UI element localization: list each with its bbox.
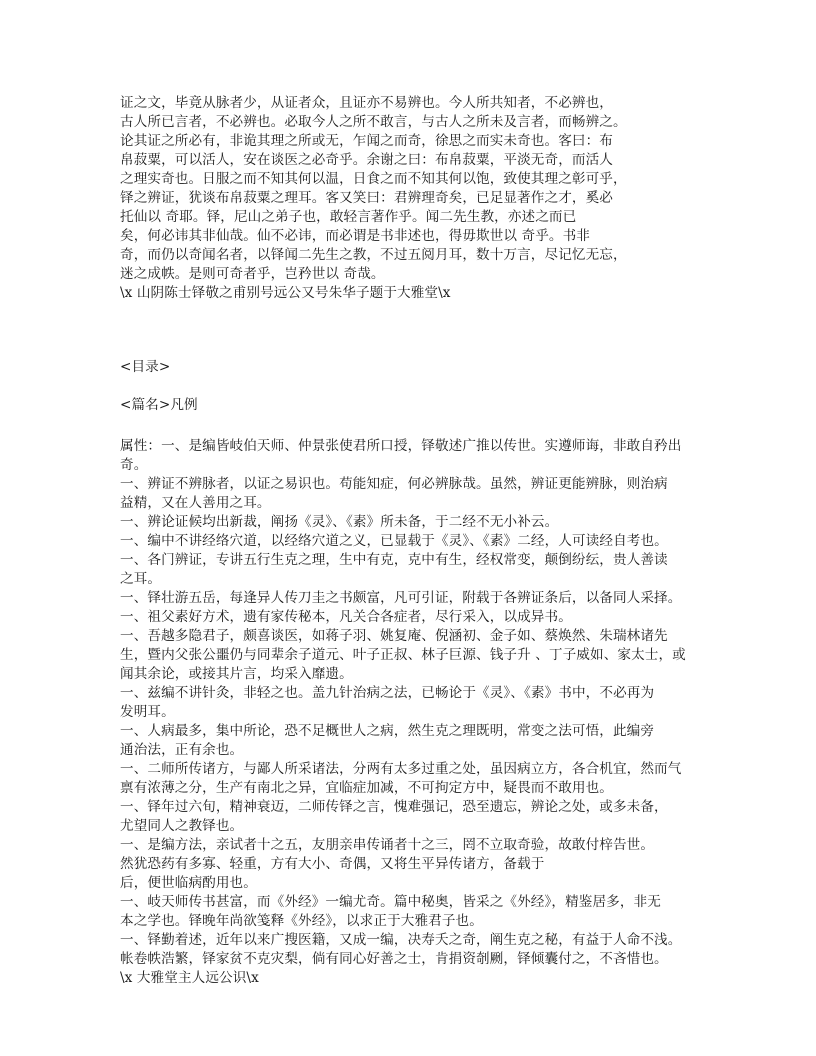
text-line: 帛菽粟，可以活人，安在谈医之必奇乎。余谢之曰：布帛菽粟，平淡无奇，而活人 — [120, 152, 613, 168]
toc-label: <目录> — [120, 359, 171, 375]
section-label: <篇名>凡例 — [120, 397, 198, 413]
text-line: 一、人病最多，集中所论，恐不足概世人之病，然生克之理既明，常变之法可悟，此编旁 — [120, 723, 655, 739]
document-page — [120, 94, 700, 988]
text-line: 一、铎年过六旬，精神衰迈，二师传铎之言，愧难强记，恐至遗忘，辨论之处，或多未备， — [120, 799, 668, 815]
text-line: 通治法，正有余也。 — [120, 742, 244, 758]
text-line: 之耳。 — [120, 571, 162, 587]
text-line: 尤望同人之教铎也。 — [120, 818, 244, 834]
text-line: 本之学也。铎晚年尚欲笺释《外经》，以求正于大雅君子也。 — [120, 913, 483, 929]
text-line: 奇，而仍以奇闻名者，以铎闻二先生之教，不过五阅月耳，数十万言，尽记忆无忘， — [120, 247, 627, 263]
text-line: 一、编中不讲经络穴道，以经络穴道之义，已显载于《灵》、《素》二经，人可读经自考也。 — [120, 533, 668, 549]
text-line: 后，便世临病酌用也。 — [120, 875, 257, 891]
text-line: 一、铎壮游五岳，每逢异人传刀圭之书颇富，凡可引证，附载于各辨证条后，以备同人采择。 — [120, 590, 682, 606]
text-line: 迷之成帙。是则可奇者乎，岂矜世以 奇哉。 — [120, 266, 385, 282]
text-line: 矣，何必讳其非仙哉。仙不必讳，而必谓是书非述也，得毋欺世以 奇乎。书非 — [120, 228, 591, 244]
preface-block — [120, 94, 700, 303]
text-line: 论其证之所必有，非诡其理之所或无，乍闻之而奇，徐思之而实未奇也。客曰：布 — [120, 133, 613, 149]
text-line: 闻其余论，或接其片言，均采入靡遗。 — [120, 666, 353, 682]
text-line: 一、辨论证候均出新裁，阐扬《灵》、《素》所未备，于二经不无小补云。 — [120, 514, 559, 530]
text-line: 益精，又在人善用之耳。 — [120, 495, 271, 511]
body-block — [120, 437, 700, 988]
text-line: 一、岐天师传书甚富，而《外经》一编尤奇。篇中秘奥，皆采之《外经》，精鉴居多，非无 — [120, 894, 661, 910]
text-line: 一、各门辨证，专讲五行生克之理，生中有克，克中有生，经权常变，颠倒纷纭，贵人善读 — [120, 552, 668, 568]
text-line: 一、二师所传诸方，与鄙人所采诸法，分两有太多过重之处，虽因病立方，各合机宜，然而气 — [120, 761, 682, 777]
text-line: 一、是编方法，亲试者十之五，友朋亲串传诵者十之三，罔不立取奇验，故敢付梓告世。 — [120, 837, 655, 853]
text-line: 一、吾越多隐君子，颇喜谈医，如蒋子羽、姚复庵、倪涵初、金子如、蔡焕然、朱瑞林诸先 — [120, 628, 668, 644]
text-line: 一、兹编不讲针灸，非轻之也。盖九针治病之法，已畅论于《灵》、《素》书中，不必再为 — [120, 685, 655, 701]
text-line: 之理实奇也。日服之而不知其何以温，日食之而不知其何以饱，致使其理之彰可乎， — [120, 171, 627, 187]
text-line: 生，暨内父张公噩仍与同辈余子道元、叶子正叔、林子巨源、钱子升 、丁子威如、家太士，或 — [120, 647, 686, 663]
text-line: 奇。 — [120, 457, 148, 473]
text-line: 铎之辨证，犹谈布帛菽粟之理耳。客又笑曰：君辨理奇矣，已足显著作之才，奚必 — [120, 190, 613, 206]
text-line: 然犹恐药有多寡、轻重，方有大小、奇偶，又将生平异传诸方，备载于 — [120, 856, 545, 872]
text-line: 发明耳。 — [120, 704, 175, 720]
preface-signature: \x 山阴陈士铎敬之甫别号远公又号朱华子题于大雅堂\x — [120, 285, 451, 301]
text-line: 帐卷帙浩繁，铎家贫不克灾梨，倘有同心好善之士，肯捐资剞劂，铎倾囊付之，不吝惜也。 — [120, 951, 668, 967]
text-line: 证之文，毕竟从脉者少，从证者众，且证亦不易辨也。今人所共知者，不必辨也， — [120, 95, 613, 111]
text-line: 一、铎勤着述，近年以来广搜医籍，又成一编，决寿夭之奇，阐生克之秘，有益于人命不浅。 — [120, 932, 682, 948]
text-line: 一、辨证不辨脉者，以证之易识也。苟能知症，何必辨脉哉。虽然，辨证更能辨脉，则治病 — [120, 476, 668, 492]
text-line: 禀有浓薄之分，生产有南北之异，宜临症加减，不可拘定方中，疑畏而不敢用也。 — [120, 780, 613, 796]
body-signature: \x 大雅堂主人远公识\x — [120, 970, 259, 986]
text-line: 一、祖父素好方术，遗有家传秘本，凡关合各症者，尽行采入，以成异书。 — [120, 609, 572, 625]
text-line: 托仙以 奇耶。铎，尼山之弟子也，敢轻言著作乎。闻二先生教，亦述之而已 — [120, 209, 577, 225]
text-line: 属性：一、是编皆岐伯天师、仲景张使君所口授，铎敬述广推以传世。实遵师诲，非敢自矜出 — [120, 438, 682, 454]
text-line: 古人所已言者，不必辨也。必取今人之所不敢言，与古人之所未及言者，而畅辨之。 — [120, 114, 627, 130]
